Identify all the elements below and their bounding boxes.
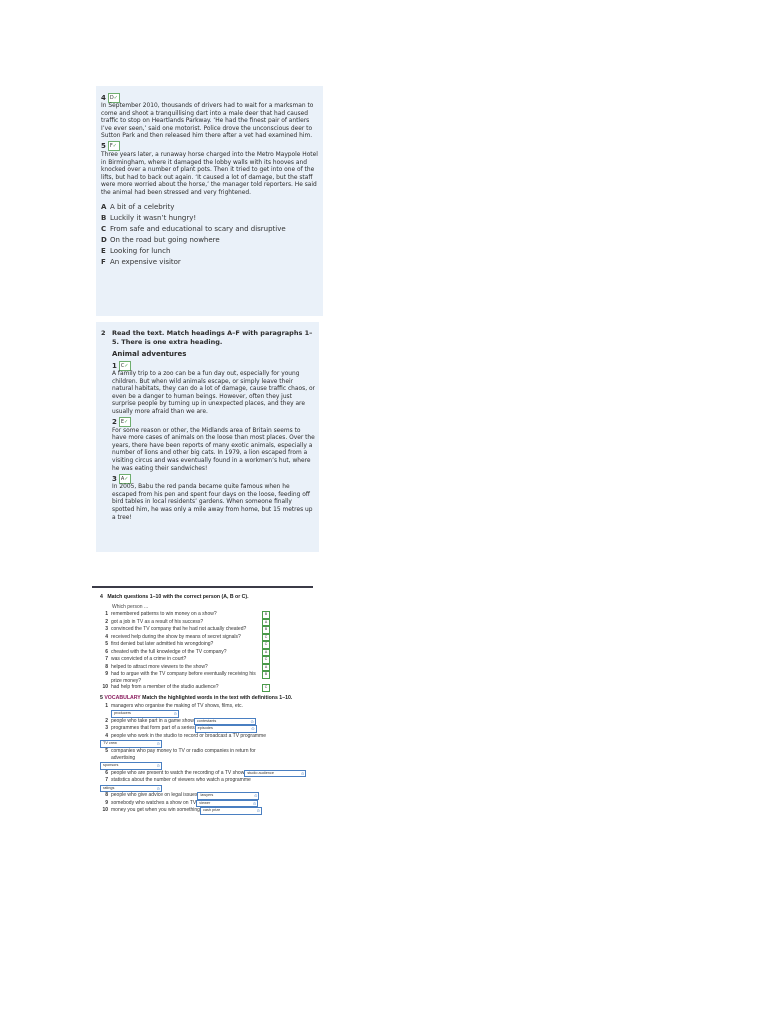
paragraph-number-row <box>101 142 319 151</box>
task-instruction <box>101 329 315 346</box>
reading-panel-task-2 <box>96 322 319 552</box>
question-list <box>100 611 307 692</box>
paragraph-text: For some reason or other, the Midlands area of Britain seems to have more cases of animals on the loose than most places. Over the years, there have been reports of many exotic animals, especially a number of lions and other big cats. In 1979, a lion escaped from a visiting circus and was eventually found in a workmen’s hut, where he was eating their sandwiches! <box>112 427 315 472</box>
headings-list <box>101 202 319 268</box>
vocab-answer-text: lawyers <box>200 793 214 798</box>
task-4-number: 4 <box>100 594 103 600</box>
heading-letter: C <box>101 224 107 233</box>
question-row <box>100 671 307 684</box>
heading-text: A bit of a celebrity <box>110 202 175 211</box>
vocab-number: 5 <box>105 747 108 754</box>
paragraph-number: 4 <box>101 93 106 102</box>
question-number: 4 <box>105 633 108 640</box>
paragraph-text: A family trip to a zoo can be a fun day out, especially for young children. But when wild animals escape, or simply leave their natural habitats, they can do a lot of damage, cause traffic chaos, or even be a danger to human beings. However, often they just surprise people by turning up in unexpected places, and they are usually more afraid than we are. <box>112 371 315 415</box>
task-4-title <box>100 594 307 600</box>
answer-box[interactable]: C <box>262 634 270 642</box>
question-row <box>100 684 307 692</box>
vocab-number: 8 <box>105 792 108 799</box>
check-icon: ✓ <box>124 362 129 369</box>
answer-box[interactable] <box>108 93 120 103</box>
vocab-answer-input[interactable] <box>100 762 162 770</box>
answer-box[interactable] <box>108 141 120 151</box>
vocab-answer-text: sponsors <box>103 763 119 768</box>
question-row <box>100 626 307 634</box>
vocab-row <box>100 777 307 792</box>
vocab-number: 4 <box>105 732 108 739</box>
check-circle-icon: ⊙ <box>252 800 257 806</box>
check-icon: ✓ <box>124 419 129 426</box>
check-circle-icon: ⊙ <box>156 741 160 746</box>
check-circle-icon: ⊙ <box>156 763 160 769</box>
question-number: 8 <box>105 663 108 670</box>
vocab-answer-text: episodes <box>197 726 213 731</box>
vocab-definition: people who work in the studio to record or broadcast a TV programme <box>111 732 266 739</box>
paragraph-number-row <box>112 361 315 370</box>
task-5-title-text: Match the highlighted words in the text with definitions 1–10. <box>142 694 293 701</box>
vocab-definition: statistics about the number of viewers who watch a programme <box>111 777 251 784</box>
vocab-number: 9 <box>105 799 108 806</box>
answer-box[interactable]: A <box>262 649 270 657</box>
question-row <box>100 641 307 649</box>
paragraph-number-row <box>112 418 315 427</box>
paragraph-text: In 2005, Babu the red panda became quite famous when he escaped from his pen and spent four days on the loose, feeding off bird tables in local residents’ gardens. When someone finally spotted him, he was only a mile away from home, but 15 metres up a tree! <box>112 484 313 521</box>
vocab-row <box>100 800 307 808</box>
heading-item <box>101 213 319 224</box>
heading-text: From safe and educational to scary and disruptive <box>110 224 286 233</box>
answer-letter: D <box>109 94 114 101</box>
answer-box[interactable]: C <box>262 656 270 664</box>
paragraph-text: Three years later, a runaway horse charged into the Metro Maypole Hotel in Birmingham, where it damaged the lobby walls with its hooves and knocked over a number of plant pots. Then it tried to get into one of the lifts, but had to back out again. ‘It caused a lot of damage, but the staff were more worried about the horse,’ the manager told reporters. He said the animal had been stressed and very frightened. <box>101 151 318 196</box>
question-text: convinced the TV company that he had not actually cheated? <box>111 626 247 632</box>
vocab-number: 10 <box>102 807 108 814</box>
vocab-answer-text: studio audience <box>247 770 274 775</box>
heading-text: Luckily it wasn’t hungry! <box>110 213 197 222</box>
vocab-answer-input[interactable] <box>200 807 262 815</box>
vocab-answer-input[interactable] <box>197 792 259 800</box>
heading-item <box>101 224 319 235</box>
heading-item <box>101 235 319 246</box>
vocab-answer-text: viewer <box>199 800 211 805</box>
question-text: cheated with the full knowledge of the TV company? <box>111 648 227 655</box>
question-row <box>100 649 307 657</box>
vocab-answer-input[interactable] <box>111 710 179 718</box>
question-row <box>100 619 307 627</box>
vocab-number: 3 <box>105 725 108 732</box>
vocabulary-label: VOCABULARY <box>104 694 141 701</box>
vocab-answer-text: ratings <box>103 785 115 790</box>
question-text: had help from a member of the studio audience? <box>111 684 219 691</box>
answer-letter: F <box>109 143 113 150</box>
paragraph-number-row <box>112 474 315 483</box>
vocab-definition: people who take part in a game show <box>111 717 194 724</box>
vocab-number: 2 <box>105 717 108 724</box>
answer-box[interactable]: B <box>262 671 270 679</box>
question-number: 2 <box>105 618 108 625</box>
task-instruction-text: Read the text. Match headings A–F with paragraphs 1–5. There is one extra heading. <box>112 329 313 346</box>
question-number: 5 <box>105 641 108 647</box>
paragraph-text: In September 2010, thousands of drivers had to wait for a marksman to come and shoot a tranquillising dart into a male deer that had caused traffic to stop on Heartlands Parkway. ‘He had the finest pair of antlers I’ve ever seen,’ said one motorist. Police drove the unconscious deer to Sutton Park and then released him there after a vet had examined him. <box>101 103 314 140</box>
vocab-definition: money you get when you win something <box>111 807 200 814</box>
check-icon: ✓ <box>113 94 118 101</box>
vocab-definition: managers who organise the making of TV shows, films, etc. <box>111 702 243 709</box>
vocab-row <box>100 792 307 800</box>
heading-text: Looking for lunch <box>110 246 171 255</box>
answer-box[interactable]: C <box>262 684 270 692</box>
vocab-number: 1 <box>105 702 108 709</box>
question-number: 9 <box>105 671 108 677</box>
paragraph-number: 1 <box>112 361 117 370</box>
task-5-number: 5 <box>100 694 103 701</box>
question-row <box>100 611 307 619</box>
question-row <box>100 634 307 642</box>
vocab-row <box>100 718 307 726</box>
check-circle-icon: ⊙ <box>250 718 254 724</box>
question-text: first denied but later admitted his wrongdoing? <box>111 641 214 647</box>
question-text: received help during the show by means of secret signals? <box>111 633 241 640</box>
check-circle-icon: ⊙ <box>173 711 177 717</box>
vocab-row <box>100 748 307 770</box>
vocab-answer-text: producers <box>114 711 131 716</box>
question-number: 6 <box>105 648 108 655</box>
answer-box[interactable]: B <box>262 611 270 619</box>
question-text: was convicted of a crime in court? <box>111 656 187 662</box>
vocab-answer-input[interactable] <box>195 725 257 733</box>
paragraph-number-row <box>101 93 319 102</box>
vocab-definition: somebody who watches a show on TV <box>111 799 197 806</box>
answer-letter: C <box>120 362 125 369</box>
task-4-title-text: Match questions 1–10 with the correct person (A, B or C). <box>107 594 249 600</box>
answer-box[interactable]: A <box>262 619 270 627</box>
question-row <box>100 656 307 664</box>
question-text: got a job in TV as a result of his success? <box>111 618 204 625</box>
exercise-panel <box>92 586 313 861</box>
question-number: 1 <box>105 611 108 617</box>
answer-box[interactable]: A <box>262 664 270 672</box>
task-5-title <box>100 695 307 701</box>
answer-box[interactable] <box>119 417 131 427</box>
heading-text: An expensive visitor <box>110 257 181 266</box>
vocab-answer-input[interactable] <box>244 770 306 778</box>
check-circle-icon: ⊙ <box>251 726 255 732</box>
answer-letter: E <box>120 419 125 426</box>
check-circle-icon: ⊙ <box>156 785 160 791</box>
paragraph-number: 5 <box>101 142 106 151</box>
vocab-row <box>100 725 307 733</box>
check-icon: ✓ <box>124 475 129 482</box>
paragraph-number: 2 <box>112 418 117 427</box>
vocab-answer-input[interactable] <box>194 718 256 726</box>
question-text: helped to attract more viewers to the show? <box>111 663 208 670</box>
vocab-definition: programmes that form part of a series <box>111 725 195 732</box>
reading-panel-continued <box>96 86 323 316</box>
question-number: 10 <box>102 684 108 691</box>
vocab-answer-input[interactable] <box>196 800 258 808</box>
question-number: 3 <box>105 626 108 632</box>
check-circle-icon: ⊙ <box>300 770 305 776</box>
heading-item <box>101 257 319 268</box>
vocab-definition: people who are present to watch the recording of a TV show <box>111 769 245 776</box>
vocab-row <box>100 807 307 815</box>
vocab-answer-text: contestants <box>196 718 217 723</box>
vocab-definition: companies who pay money to TV or radio companies in return for advertising <box>111 747 256 761</box>
check-icon: ✓ <box>112 143 117 150</box>
heading-item <box>101 202 319 213</box>
heading-letter: B <box>101 213 107 222</box>
question-row <box>100 664 307 672</box>
article-title: Animal adventures <box>112 350 187 358</box>
heading-letter: A <box>101 202 107 211</box>
vocab-number: 7 <box>105 777 108 784</box>
check-circle-icon: ⊙ <box>254 793 258 799</box>
answer-box[interactable]: B <box>262 626 270 634</box>
vocab-number: 6 <box>105 769 108 776</box>
vocab-answer-text: TV crew <box>103 741 117 745</box>
vocab-answer-text: cash prize <box>202 808 221 813</box>
vocab-row <box>100 703 307 718</box>
answer-box[interactable] <box>119 361 131 371</box>
answer-box[interactable]: C <box>262 641 270 649</box>
vocab-row <box>100 770 307 778</box>
answer-letter: A <box>120 475 125 482</box>
question-number: 7 <box>105 656 108 662</box>
question-lead: Which person ... <box>112 604 149 610</box>
heading-item <box>101 246 319 257</box>
vocab-definition: people who give advice on legal issues <box>111 792 198 799</box>
vocab-row <box>100 733 307 748</box>
answer-box[interactable] <box>119 474 131 484</box>
heading-text: On the road but going nowhere <box>110 235 220 244</box>
task-number: 2 <box>101 329 106 337</box>
paragraph-number: 3 <box>112 474 117 483</box>
heading-letter: D <box>101 235 107 244</box>
vocab-list <box>100 703 307 815</box>
vocab-answer-input[interactable] <box>100 785 162 793</box>
heading-letter: F <box>101 257 106 266</box>
vocab-answer-input[interactable] <box>100 740 162 748</box>
heading-letter: E <box>101 246 106 255</box>
question-text: remembered patterns to win money on a show? <box>111 611 217 617</box>
question-text: had to argue with the TV company before eventually receiving his prize money? <box>111 671 256 684</box>
check-circle-icon: ⊙ <box>256 808 260 814</box>
